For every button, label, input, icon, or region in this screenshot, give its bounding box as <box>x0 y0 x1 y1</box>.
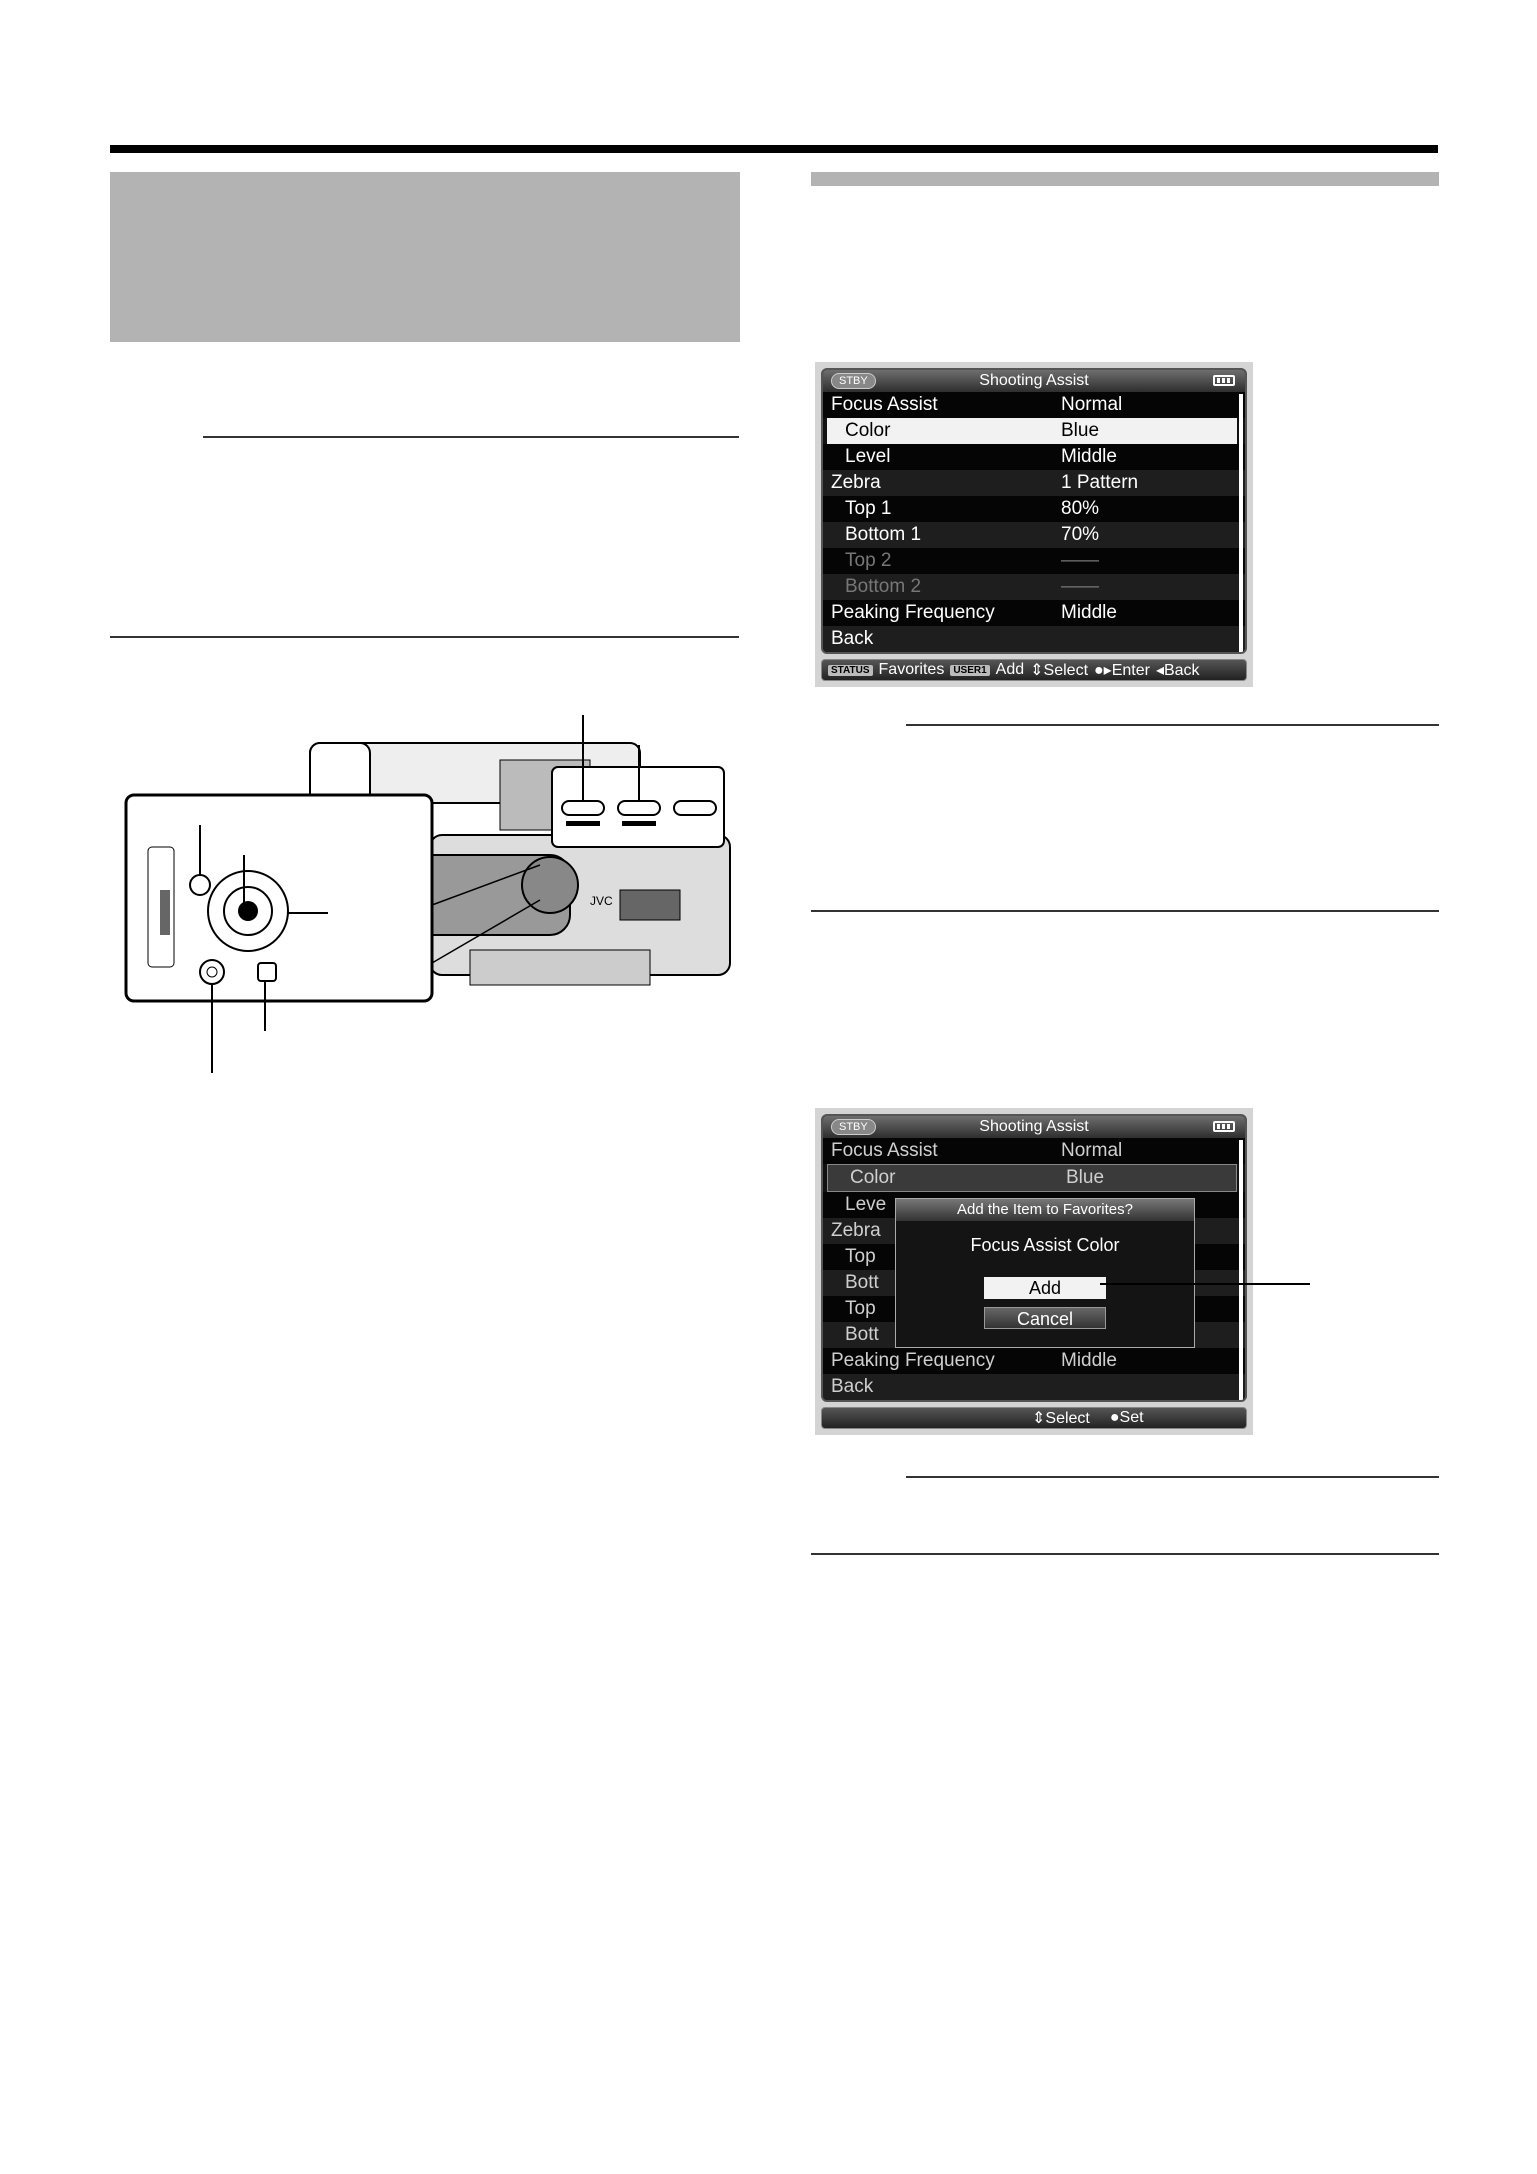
menu-row-value: —— <box>1061 550 1099 571</box>
menu-row-label: Focus Assist <box>831 394 938 415</box>
menu-row-value: —— <box>1061 576 1099 597</box>
footer-select: ⇕Select <box>1032 1410 1090 1427</box>
menu-row[interactable] <box>823 626 1245 652</box>
footer-favorites: Favorites <box>878 661 945 678</box>
menu-row[interactable] <box>823 1374 1245 1400</box>
scrollbar <box>1239 394 1243 652</box>
menu-row[interactable] <box>823 496 1245 522</box>
status-badge: STBY <box>831 373 876 389</box>
dialog-add-button[interactable]: Add <box>984 1277 1106 1299</box>
menu-row-label: Zebra <box>831 472 881 493</box>
scrollbar <box>1239 1140 1243 1400</box>
menu-row[interactable] <box>823 1138 1245 1164</box>
menu-row-value: Middle <box>1061 1350 1117 1371</box>
section-rule-right-1 <box>811 910 1439 912</box>
footer-add: Add <box>995 661 1025 678</box>
footer-back: ◂Back <box>1155 662 1200 679</box>
dialog-title: Add the Item to Favorites? <box>896 1199 1194 1221</box>
menu-row-value: Middle <box>1061 446 1117 467</box>
menu-row-label: Leve <box>845 1194 887 1215</box>
menu-row-value: Blue <box>1066 1167 1105 1188</box>
footer-set: ●Set <box>1109 1409 1144 1426</box>
status-key-icon: STATUS <box>828 665 873 676</box>
menu-row-label: Focus Assist <box>831 1140 938 1161</box>
menu-list <box>823 392 1245 652</box>
battery-icon <box>1213 375 1235 386</box>
menu-row-value: Middle <box>1061 602 1117 623</box>
menu-screen-add-favorites <box>815 1108 1253 1435</box>
menu-footer <box>821 1407 1247 1429</box>
menu-row-label: Top <box>845 1246 876 1267</box>
menu-row-label: Top <box>845 1298 876 1319</box>
footer-enter: ●▸Enter <box>1094 662 1150 679</box>
status-badge: STBY <box>831 1119 876 1135</box>
add-callout-line <box>1100 1283 1310 1285</box>
menu-row[interactable] <box>823 548 1245 574</box>
menu-row[interactable] <box>823 1348 1245 1374</box>
subsection-heading-strip <box>811 172 1439 186</box>
menu-row-value: 70% <box>1061 524 1100 545</box>
menu-row[interactable] <box>823 470 1245 496</box>
menu-row-label: Bottom 1 <box>845 524 922 545</box>
user1-key-icon: USER1 <box>950 665 989 676</box>
menu-row[interactable] <box>823 600 1245 626</box>
menu-screen-shooting-assist <box>815 362 1253 687</box>
menu-row-label: Peaking Frequency <box>831 602 995 623</box>
menu-row-label: Zebra <box>831 1220 881 1241</box>
menu-row-label: Bott <box>845 1272 879 1293</box>
menu-row-label: Bottom 2 <box>845 576 922 597</box>
menu-header <box>823 1116 1245 1138</box>
menu-row[interactable] <box>823 522 1245 548</box>
memo-rule-right-2 <box>906 1476 1439 1478</box>
menu-row-label: Peaking Frequency <box>831 1350 995 1371</box>
menu-row-label: Color <box>850 1167 896 1188</box>
menu-row-value: Blue <box>1061 420 1100 441</box>
menu-row[interactable] <box>823 444 1245 470</box>
menu-header <box>823 370 1245 392</box>
footer-select: ⇕Select <box>1030 662 1089 679</box>
menu-row-value: Normal <box>1061 394 1123 415</box>
menu-row[interactable] <box>827 1164 1237 1192</box>
menu-row-value: Normal <box>1061 1140 1123 1161</box>
section-heading-panel <box>110 172 740 342</box>
dialog-cancel-button[interactable]: Cancel <box>984 1307 1106 1329</box>
menu-row-label: Top 1 <box>845 498 892 519</box>
menu-row-label: Bott <box>845 1324 879 1345</box>
section-rule <box>110 636 739 638</box>
memo-rule-right-1 <box>906 724 1439 726</box>
menu-row-value: 80% <box>1061 498 1100 519</box>
menu-row-label: Back <box>831 628 874 649</box>
dialog-item-name: Focus Assist Color <box>970 1235 1120 1255</box>
menu-row-label: Color <box>845 420 891 441</box>
menu-row[interactable] <box>827 418 1237 444</box>
menu-footer <box>821 659 1247 681</box>
menu-title: Shooting Assist <box>979 372 1089 389</box>
top-rule <box>110 145 1438 153</box>
menu-row[interactable] <box>823 392 1245 418</box>
svg-text:JVC: JVC <box>590 894 613 908</box>
favorites-dialog <box>895 1198 1195 1348</box>
menu-title: Shooting Assist <box>979 1118 1089 1135</box>
menu-row-label: Level <box>845 446 891 467</box>
section-rule-right-2 <box>811 1553 1439 1555</box>
camcorder-illustration <box>120 705 740 1075</box>
memo-rule <box>203 436 739 438</box>
menu-row-value: 1 Pattern <box>1061 472 1139 493</box>
menu-row-label: Top 2 <box>845 550 892 571</box>
menu-row-label: Back <box>831 1376 874 1397</box>
battery-icon <box>1213 1121 1235 1132</box>
menu-row[interactable] <box>823 574 1245 600</box>
